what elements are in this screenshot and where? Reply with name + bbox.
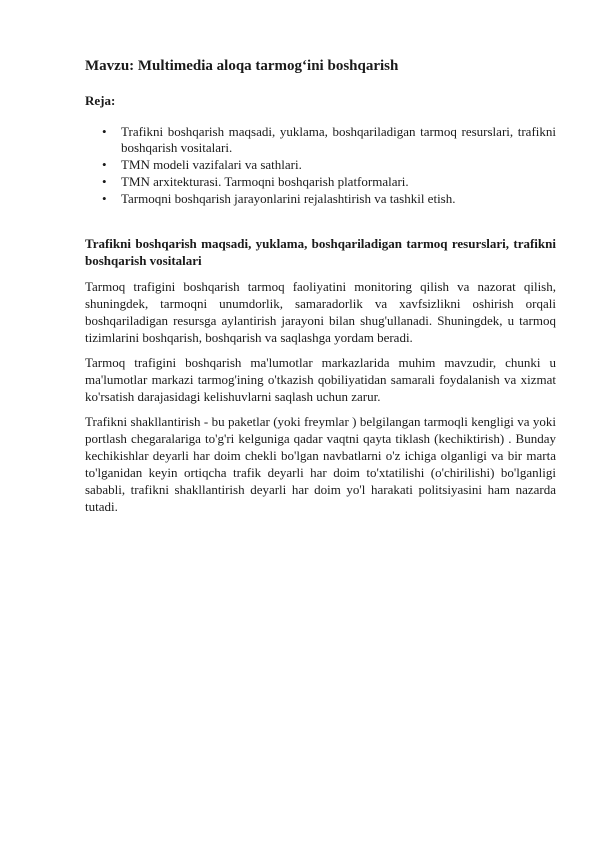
plan-label: Reja: [85, 93, 116, 108]
plan-item-text: Tarmoqni boshqarish jarayonlarini rejalashtirish va tashkil etish. [121, 191, 456, 206]
body-paragraph: Tarmoq trafigini boshqarish tarmoq faoliyatini monitoring qilish va nazorat qilish, shuningdek, tarmoqni unumdorlik, samaradorlik va xavfsizlikni oshirish orqali boshqariladigan resursga aylantirish jarayoni bilan shug'ullanadi. Shuningdek, u tarmoq tizimlarini boshqarish, boshqarish va saqlashga yordam beradi. [85, 279, 556, 345]
body-paragraph: Tarmoq trafigini boshqarish ma'lumotlar markazlarida muhim mavzudir, chunki u ma'lumotlar markazi tarmog'ining o'tkazish qobiliyatidan samarali foydalanish va xizmat ko'rsatish darajasidagi kelishuvlarni saqlash uchun zarur. [85, 355, 556, 404]
document-title: Mavzu: Multimedia aloqa tarmog‘ini boshqarish [85, 58, 399, 74]
plan-item [85, 174, 556, 190]
body-paragraph: Trafikni shakllantirish - bu paketlar (yoki freymlar ) belgilangan tarmoqli kengligi va yoki portlash chegaralariga to'g'ri kelguniga qadar vaqtni qayta tiklash (kechiktirish) . Bunday kechikishlar deyarli har doim chekli bo'lgan navbatlarni o'z ichiga olganligi va bir marta to'lganidan keyin ortiqcha trafik deyarli har doim to'xtatilishi (o'chirilishi) bo'lganligi sababli, trafikni shakllantirish deyarli har doim yo'l harakati politsiyasini ham nazarda tutadi. [85, 414, 556, 514]
plan-item [85, 157, 556, 173]
plan-item-text: TMN arxitekturasi. Tarmoqni boshqarish platformalari. [121, 174, 409, 189]
plan-item [85, 124, 556, 156]
plan-item [85, 191, 556, 207]
plan-item-text: TMN modeli vazifalari va sathlari. [121, 157, 302, 172]
section-heading: Trafikni boshqarish maqsadi, yuklama, boshqariladigan tarmoq resurslari, trafikni boshqarish vositalari [85, 236, 556, 268]
plan-item-text: Trafikni boshqarish maqsadi, yuklama, boshqariladigan tarmoq resurslari, trafikni boshqarish vositalari. [121, 124, 556, 155]
plan-list [85, 124, 556, 207]
bullet-icon: • [102, 124, 107, 139]
bullet-icon: • [102, 157, 107, 172]
bullet-icon: • [102, 174, 107, 189]
bullet-icon: • [102, 191, 107, 206]
